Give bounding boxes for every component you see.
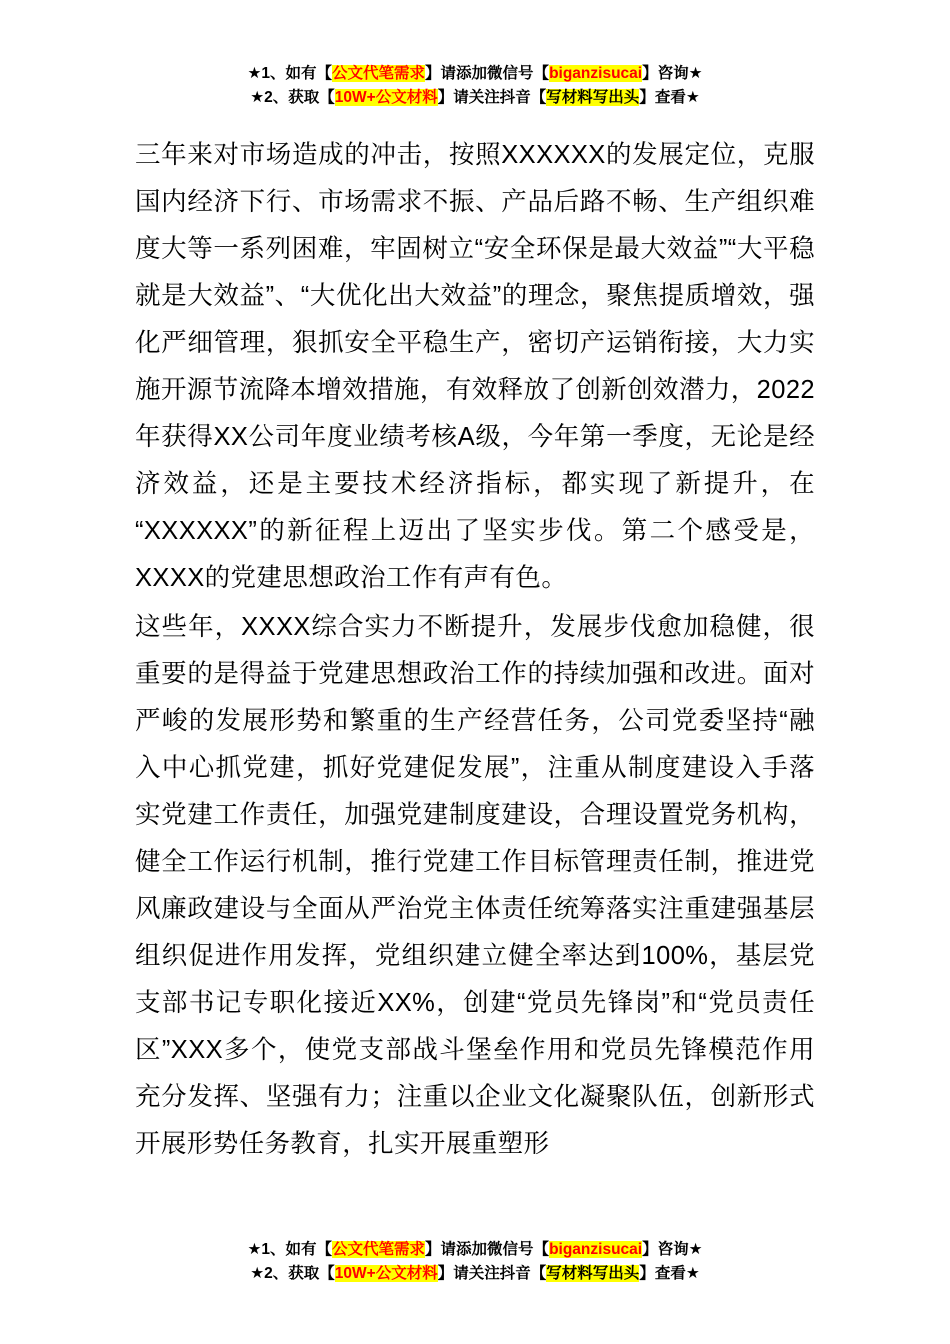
promo-line2-suffix: 查看	[654, 1264, 686, 1282]
promo-line2-douyin-name: 写材料写出头	[546, 1264, 640, 1282]
promo-line2-bracket2-close: 】	[639, 89, 655, 107]
promo-line2-bracket2-open: 【	[530, 1264, 547, 1282]
promo-line2-bracket2-close: 】	[639, 1264, 655, 1282]
promo-line2-tag-materials: 10W+公文材料	[334, 1264, 438, 1282]
promo-banner-line-1	[135, 62, 815, 86]
paragraph-1: 三年来对市场造成的冲击，按照XXXXXX的发展定位，克服国内经济下行、市场需求不振、产品后路不畅、生产组织难度大等一系列困难，牢固树立“安全环保是最大效益”“大平稳就是大效益”、“大优化出大效益”的理念，聚焦提质增效，强化严细管理，狠抓安全平稳生产，密切产运销衔接，大力实施开源节流降本增效措施，有效释放了创新创效潜力，2022年获得XX公司年度业绩考核A级，今年第一季度，无论是经济效益，还是主要技术经济指标，都实现了新提升，在“XXXXXX”的新征程上迈出了坚实步伐。第二个感受是，XXXX的党建思想政治工作有声有色。	[135, 141, 815, 593]
promo-line1-middle: 请添加微信号	[440, 65, 534, 82]
promo-line1-suffix: 咨询	[657, 65, 689, 82]
promo-line1-prefix: 1、如有	[261, 65, 317, 82]
promo-line1-bracket-close: 】	[425, 1240, 441, 1258]
star-right-icon: ★	[688, 1240, 703, 1258]
promo-line2-middle: 请关注抖音	[453, 1264, 531, 1282]
star-right-icon: ★	[685, 89, 700, 107]
promo-line2-bracket-close: 】	[437, 89, 454, 107]
promo-line2-bracket2-open: 【	[530, 89, 547, 107]
star-left-icon: ★	[250, 89, 265, 107]
promo-line1-wechat-id: biganzisucai	[549, 65, 643, 82]
promo-line1-wechat-id: biganzisucai	[549, 1240, 643, 1258]
promo-line1-bracket2-close: 】	[642, 1240, 658, 1258]
promo-line1-bracket-open: 【	[316, 1240, 332, 1258]
promo-line1-tag-need: 公文代笔需求	[332, 65, 426, 82]
promo-line2-prefix: 2、获取	[264, 1264, 320, 1282]
promo-line2-douyin-name: 写材料写出头	[546, 89, 640, 107]
star-right-icon: ★	[685, 1264, 700, 1282]
promo-line1-bracket2-open: 【	[533, 65, 550, 82]
star-left-icon: ★	[247, 1240, 262, 1258]
promo-line1-bracket-close: 】	[425, 65, 441, 82]
paragraph-2: 这些年，XXXX综合实力不断提升，发展步伐愈加稳健，很重要的是得益于党建思想政治工作的持续加强和改进。面对严峻的发展形势和繁重的生产经营任务，公司党委坚持“融入中心抓党建，抓好党建促发展”，注重从制度建设入手落实党建工作责任，加强党建制度建设，合理设置党务机构，健全工作运行机制，推行党建工作目标管理责任制，推进党风廉政建设与全面从严治党主体责任统筹落实注重建强基层组织促进作用发挥，党组织建立健全率达到100%，基层党支部书记专职化接近XX%，创建“党员先锋岗”和“党员责任区”XXX多个，使党支部战斗堡垒作用和党员先锋模范作用充分发挥、坚强有力；注重以企业文化凝聚队伍，创新形式开展形势任务教育，扎实开展重塑形	[135, 613, 815, 1159]
promo-line2-bracket-open: 【	[319, 89, 335, 107]
promo-banner-bottom	[0, 1238, 950, 1286]
promo-line1-prefix: 1、如有	[261, 1240, 317, 1258]
promo-banner-top	[135, 0, 815, 110]
promo-line1-middle: 请添加微信号	[440, 1240, 534, 1258]
promo-line1-bracket2-open: 【	[533, 1240, 550, 1258]
promo-banner-line-2-bottom	[0, 1262, 950, 1286]
promo-line2-tag-materials: 10W+公文材料	[334, 89, 438, 107]
star-left-icon: ★	[247, 65, 262, 82]
promo-line2-bracket-close: 】	[437, 1264, 454, 1282]
promo-line2-suffix: 查看	[654, 89, 686, 107]
promo-banner-line-2	[135, 86, 815, 110]
promo-line1-suffix: 咨询	[657, 1240, 689, 1258]
document-text-body	[135, 132, 815, 1168]
star-left-icon: ★	[250, 1264, 265, 1282]
promo-line2-bracket-open: 【	[319, 1264, 335, 1282]
promo-line1-bracket-open: 【	[316, 65, 332, 82]
promo-line2-middle: 请关注抖音	[453, 89, 531, 107]
promo-line1-tag-need: 公文代笔需求	[332, 1240, 426, 1258]
star-right-icon: ★	[688, 65, 703, 82]
promo-banner-line-1-bottom	[0, 1238, 950, 1262]
promo-line1-bracket2-close: 】	[642, 65, 658, 82]
promo-line2-prefix: 2、获取	[264, 89, 320, 107]
